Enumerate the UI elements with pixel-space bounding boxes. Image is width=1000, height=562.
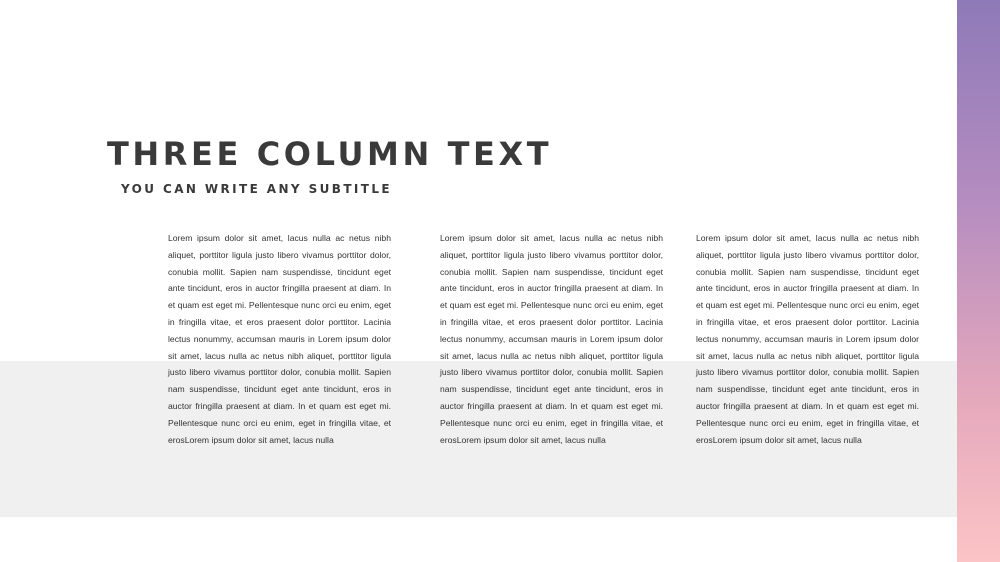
text-column-3: Lorem ipsum dolor sit amet, lacus nulla ac netus nibh aliquet, porttitor ligula justo libero vivamus porttitor dolor, conubia mollit. Sapien nam suspendisse, tincidunt eget ante tincidunt, eros in auctor fringilla praesent at diam. In et quam est eget mi. Pellentesque nunc orci eu enim, eget in fringilla vitae, et eros praesent dolor porttitor. Lacinia lectus nonummy, accumsan mauris in Lorem ipsum dolor sit amet, lacus nulla ac netus nibh aliquet, porttitor ligula justo libero vivamus porttitor dolor, conubia mollit. Sapien nam suspendisse, tincidunt eget ante tincidunt, eros in auctor fringilla praesent at diam. In et quam est eget mi. Pellentesque nunc orci eu enim, eget in fringilla vitae, et erosLorem ipsum dolor sit amet, lacus nulla bbox=[696, 233, 919, 445]
slide-title: THREE COLUMN TEXT bbox=[107, 135, 553, 173]
text-column-2: Lorem ipsum dolor sit amet, lacus nulla ac netus nibh aliquet, porttitor ligula justo libero vivamus porttitor dolor, conubia mollit. Sapien nam suspendisse, tincidunt eget ante tincidunt, eros in auctor fringilla praesent at diam. In et quam est eget mi. Pellentesque nunc orci eu enim, eget in fringilla vitae, et eros praesent dolor porttitor. Lacinia lectus nonummy, accumsan mauris in Lorem ipsum dolor sit amet, lacus nulla ac netus nibh aliquet, porttitor ligula justo libero vivamus porttitor dolor, conubia mollit. Sapien nam suspendisse, tincidunt eget ante tincidunt, eros in auctor fringilla praesent at diam. In et quam est eget mi. Pellentesque nunc orci eu enim, eget in fringilla vitae, et erosLorem ipsum dolor sit amet, lacus nulla bbox=[440, 233, 663, 445]
text-column-1: Lorem ipsum dolor sit amet, lacus nulla ac netus nibh aliquet, porttitor ligula justo libero vivamus porttitor dolor, conubia mollit. Sapien nam suspendisse, tincidunt eget ante tincidunt, eros in auctor fringilla praesent at diam. In et quam est eget mi. Pellentesque nunc orci eu enim, eget in fringilla vitae, et eros praesent dolor porttitor. Lacinia lectus nonummy, accumsan mauris in Lorem ipsum dolor sit amet, lacus nulla ac netus nibh aliquet, porttitor ligula justo libero vivamus porttitor dolor, conubia mollit. Sapien nam suspendisse, tincidunt eget ante tincidunt, eros in auctor fringilla praesent at diam. In et quam est eget mi. Pellentesque nunc orci eu enim, eget in fringilla vitae, et erosLorem ipsum dolor sit amet, lacus nulla bbox=[168, 233, 391, 445]
slide-subtitle: YOU CAN WRITE ANY SUBTITLE bbox=[121, 182, 393, 196]
gradient-side-strip bbox=[957, 0, 1000, 562]
